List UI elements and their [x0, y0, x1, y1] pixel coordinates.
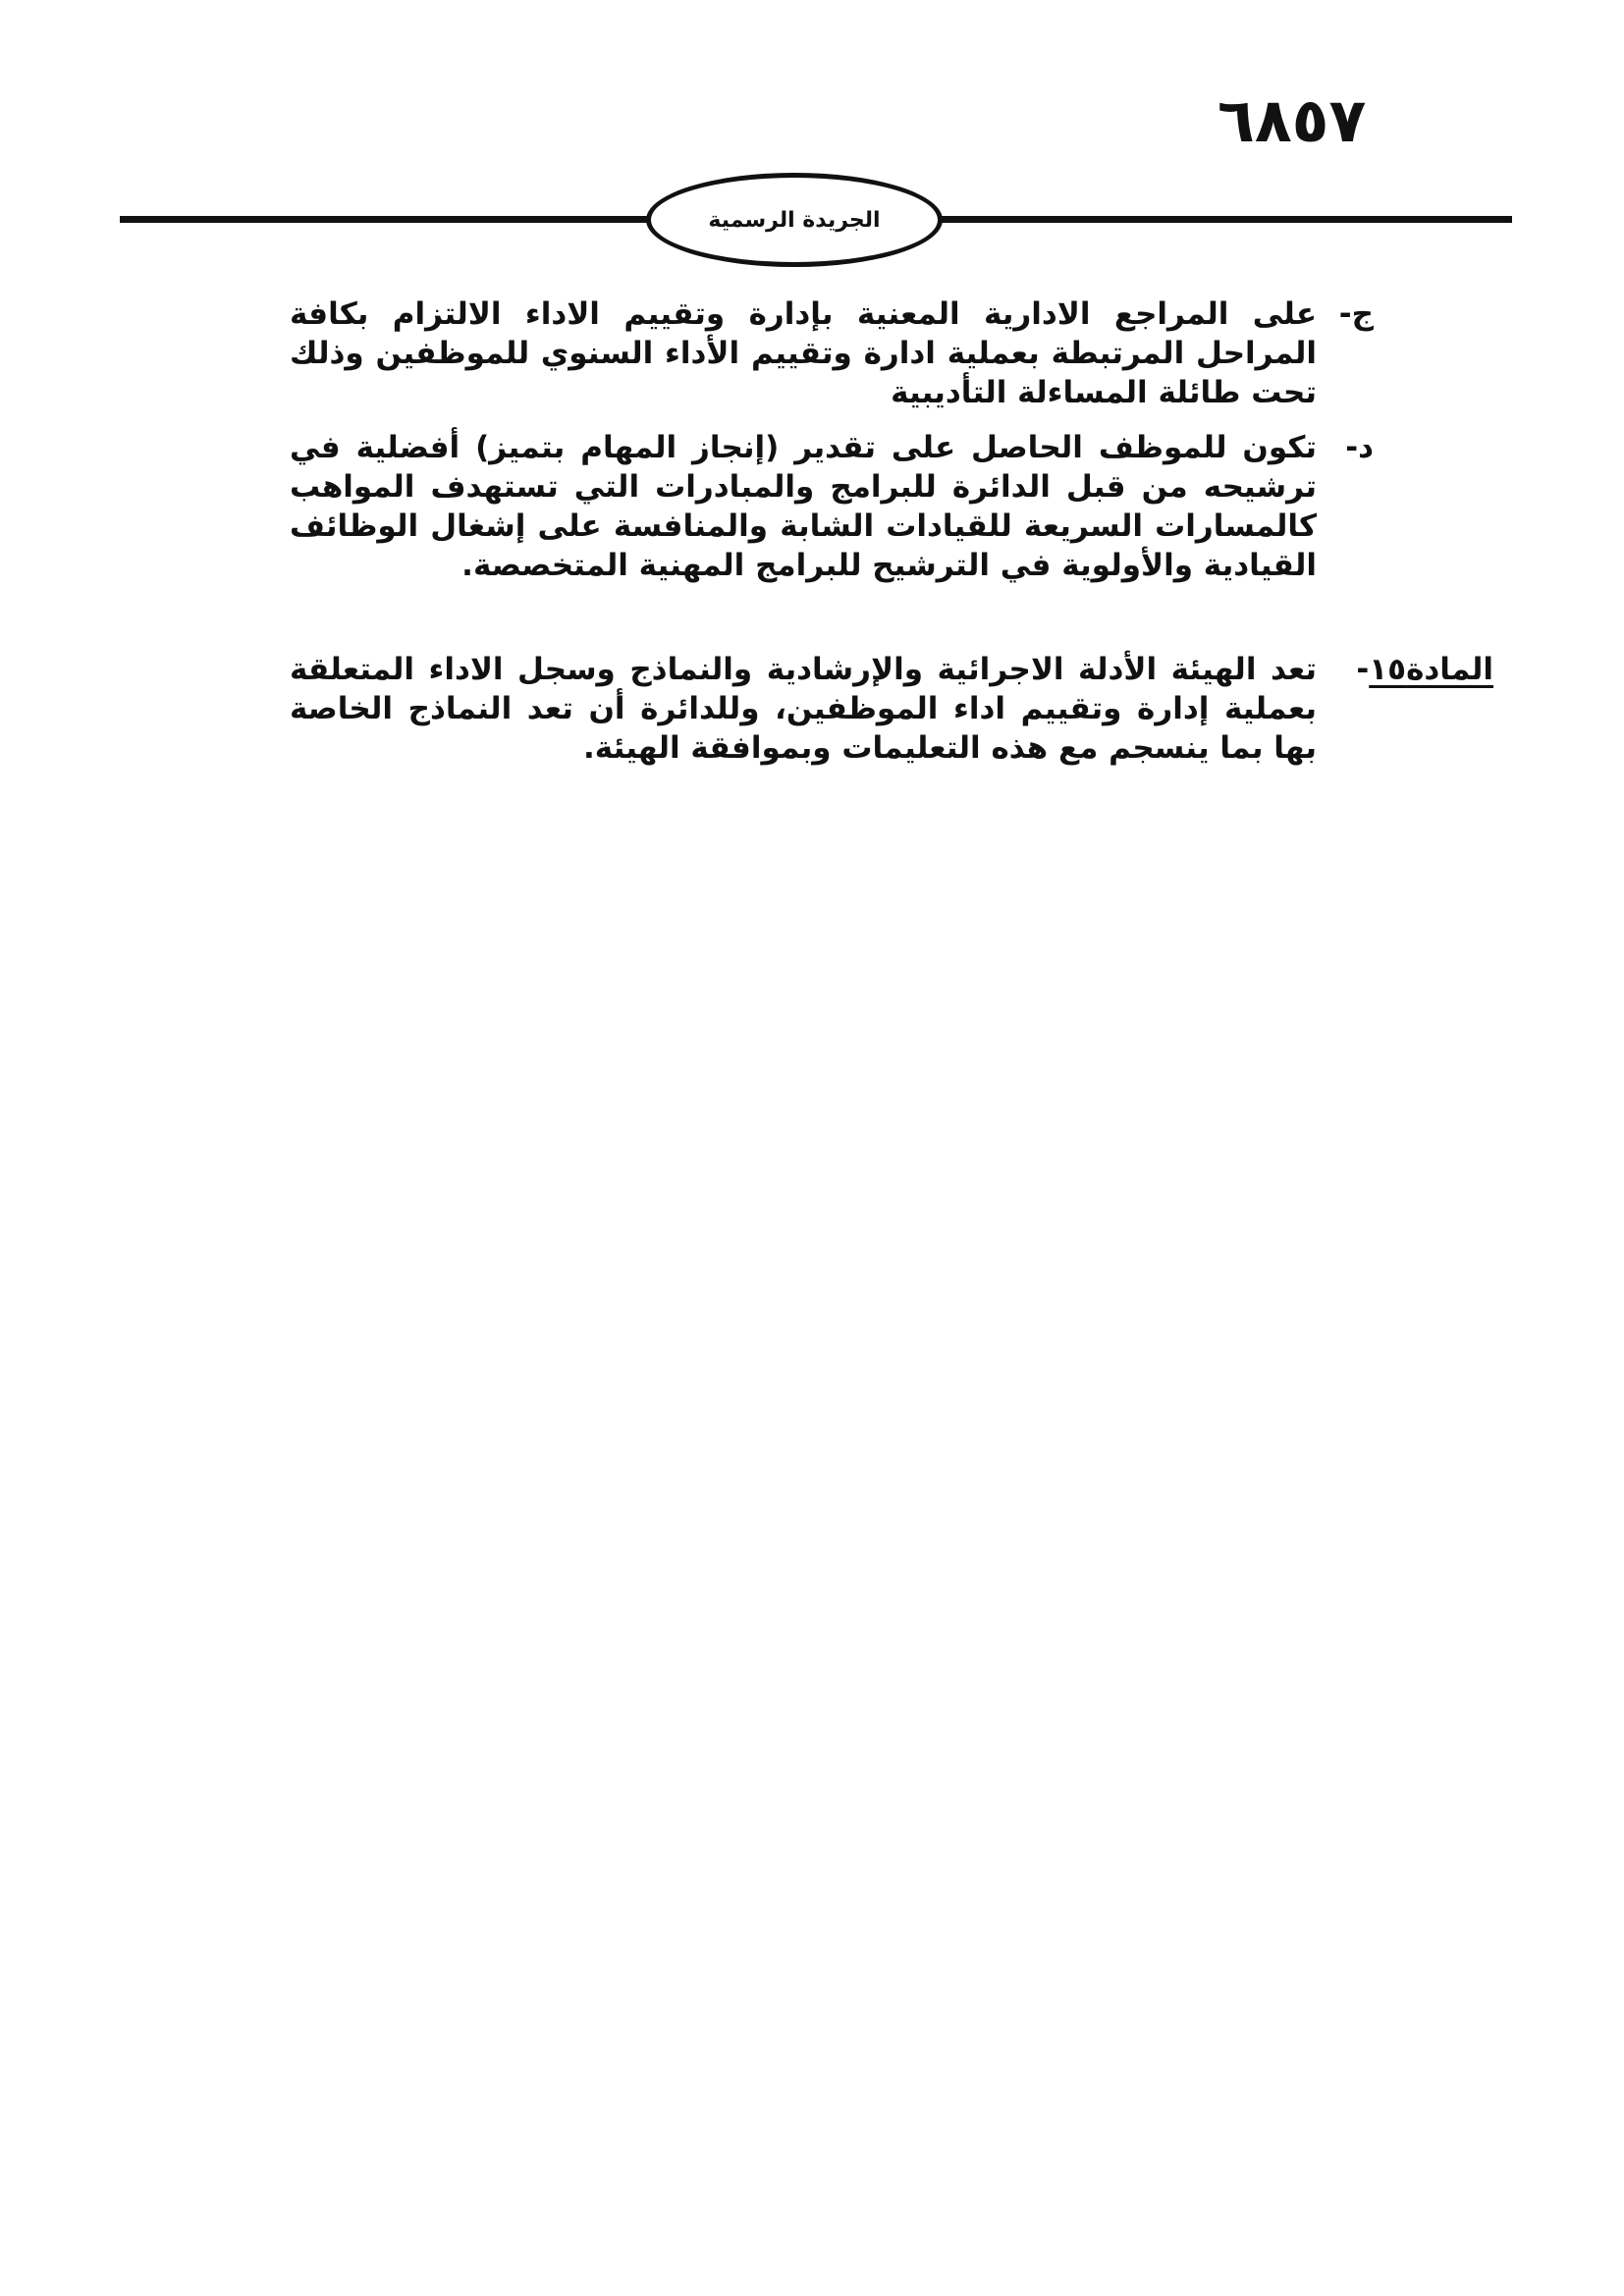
article-text: تعد الهيئة الأدلة الاجرائية والإرشادية والنماذج وسجل الاداء المتعلقة بعملية إدارة وتقييم اداء الموظفين، وللدائرة أن تعد النماذج الخاصة بها بما ينسجم مع هذه التعليمات وبموافقة الهيئة.: [290, 652, 1317, 766]
article-15: [290, 650, 1493, 768]
article-heading-number: المادة١٥: [1369, 652, 1493, 687]
article-heading: [1356, 650, 1493, 689]
list-item-jim: [290, 294, 1374, 412]
list-item-dal: [290, 428, 1374, 585]
gazette-title: الجريدة الرسمية: [708, 207, 881, 233]
document-content: [0, 294, 1624, 768]
list-item-text: تكون للموظف الحاصل على تقدير (إنجاز المهام بتميز) أفضلية في ترشيحه من قبل الدائرة للبرامج والمبادرات التي تستهدف المواهب كالمسارات السريعة للقيادات الشابة والمنافسة على إشغال الوظائف القيادية والأولوية في الترشيح للبرامج المهنية المتخصصة.: [290, 430, 1317, 583]
list-item-marker: د-: [1345, 430, 1374, 465]
list-item-marker: ج-: [1338, 296, 1374, 332]
page-number: ٦٨٥٧: [1218, 84, 1367, 156]
article-heading-separator: -: [1356, 652, 1370, 687]
list-item-text: على المراجع الادارية المعنية بإدارة وتقييم الاداء الالتزام بكافة المراحل المرتبطة بعملية ادارة وتقييم الأداء السنوي للموظفين وذلك تحت طائلة المساءلة التأديبية: [290, 296, 1317, 410]
gazette-title-oval: [646, 173, 943, 267]
